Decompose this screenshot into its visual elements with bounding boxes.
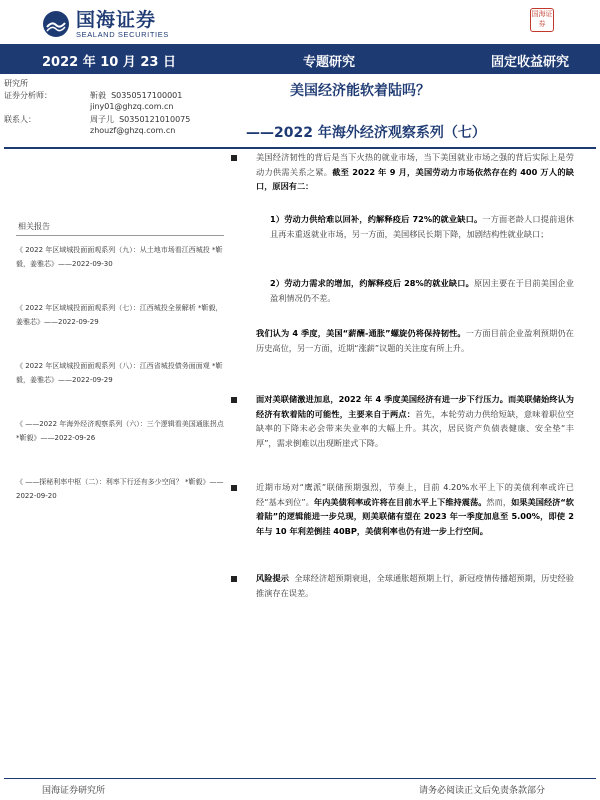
- paragraph-rates: 近期市场对“鹰派”联储预期强烈，节奏上，目前 4.20%水平上下的美债利率或许已经“基本到位”。年内美债利率或许将在目前水平上下维持震荡。然而，如果美国经济“软着陆”的逻辑能进一步兑现，则美联储有望在 2023 年一季度加息至 5.00%，即使 2 年与 10 年利差倒挂 40BP，美债利率也仍有进一步上行空间。: [256, 482, 574, 536]
- analyst-name: 靳毅 S0350517100001: [90, 91, 183, 100]
- header-bar: [0, 44, 600, 74]
- footer-disclaimer: 请务必阅读正文后免责条款部分: [419, 786, 546, 796]
- report-category: 专题研究: [303, 55, 356, 70]
- paragraph-supply: 1）劳动力供给难以回补，约解释疫后 72%的就业缺口。一方面老龄人口提前退休且再未重返就业市场，另一方面，美国移民长期下降，加剧结构性就业缺口；: [270, 214, 574, 239]
- related-report-5[interactable]: 《 ——探秘利率中枢（二）：利率下行还有多少空间？ *靳毅》——2022-09-20: [16, 478, 224, 500]
- contact-email[interactable]: zhouzf@ghzq.com.cn: [90, 126, 176, 135]
- report-subtitle: ——2022 年海外经济观察系列（七）: [246, 125, 486, 141]
- footer-divider: [4, 778, 596, 779]
- report-type: 固定收益研究: [491, 55, 570, 70]
- bullet-3: [231, 485, 237, 491]
- related-report-3[interactable]: 《 2022 年区域城投面面观系列（八）：江西省城投债务面面观 *靳毅，姜雅芯》——2022-09-29: [16, 362, 223, 384]
- related-report-4[interactable]: 《 ——2022 年海外经济观察系列（六）：三个逻辑看美国通胀拐点 *靳毅》——2022-09-26: [16, 420, 224, 442]
- paragraph-demand: 2）劳动力需求的增加，约解释疫后 28%的就业缺口。原因主要在于目前美国企业盈利情况仍不差。: [270, 278, 574, 303]
- related-divider: [16, 235, 224, 236]
- company-seal: 国海证券: [530, 8, 554, 32]
- paragraph-risk: 风险提示 全球经济超预期衰退，全球通胀超预期上行，新冠疫情传播超预期，历史经验推演存在误差。: [256, 573, 574, 598]
- analyst-row: [4, 90, 183, 101]
- related-report-2[interactable]: 《 2022 年区域城投面面观系列（七）：江西城投全景解析 *靳毅，姜雅芯》——2022-09-29: [16, 304, 223, 326]
- paragraph-wage-spiral: 我们认为 4 季度，美国“薪酬-通胀”螺旋仍将保持韧性。一方面目前企业盈利预期仍在历史高位，另一方面，近期“涨薪”议题的关注度有所上升。: [256, 328, 574, 353]
- bullet-4: [231, 576, 237, 582]
- related-heading: 相关报告: [18, 222, 50, 231]
- paragraph-soft-landing: 面对美联储激进加息，2022 年 4 季度美国经济有进一步下行压力。而美联储始终认为经济有软着陆的可能性，主要来自于两点：首先，本轮劳动力供给短缺，意味着职位空缺率的下降未必会带来失业率的大幅上升。其次，居民资产负债表健康、安全垫“丰厚”，需求倒难以出现断崖式下降。: [256, 394, 574, 448]
- bullet-2: [231, 397, 237, 403]
- report-date: 2022 年 10 月 23 日: [42, 55, 176, 70]
- company-logo: [42, 6, 169, 42]
- sealand-logo-icon: [42, 10, 70, 38]
- contact-name: 周子儿 S0350121010075: [90, 115, 191, 124]
- report-title: 美国经济能软着陆吗？: [290, 83, 430, 99]
- bullet-1: [231, 155, 237, 161]
- analyst-label: 证券分析师：: [4, 91, 52, 100]
- contact-label: 联系人：: [4, 115, 36, 124]
- brand-en: SEALAND SECURITIES: [76, 29, 169, 39]
- brand-cn: 国海证券: [76, 8, 157, 31]
- contact-row: [4, 114, 191, 125]
- related-report-1[interactable]: 《 2022 年区域城投面面观系列（九）：从土地市场看江西城投 *靳毅，姜雅芯》——2022-09-30: [16, 246, 223, 268]
- title-divider: [4, 147, 596, 149]
- paragraph-1: 美国经济韧性的背后是当下火热的就业市场，当下美国就业市场之强的背后实际上是劳动力供需关系之紧。截至 2022 年 9 月，美国劳动力市场依然存在约 400 万人的缺口，原因有二：: [256, 152, 574, 192]
- footer-institute: 国海证券研究所: [42, 786, 106, 796]
- institute-label: 研究所: [4, 79, 28, 88]
- analyst-email[interactable]: jiny01@ghzq.com.cn: [90, 102, 174, 111]
